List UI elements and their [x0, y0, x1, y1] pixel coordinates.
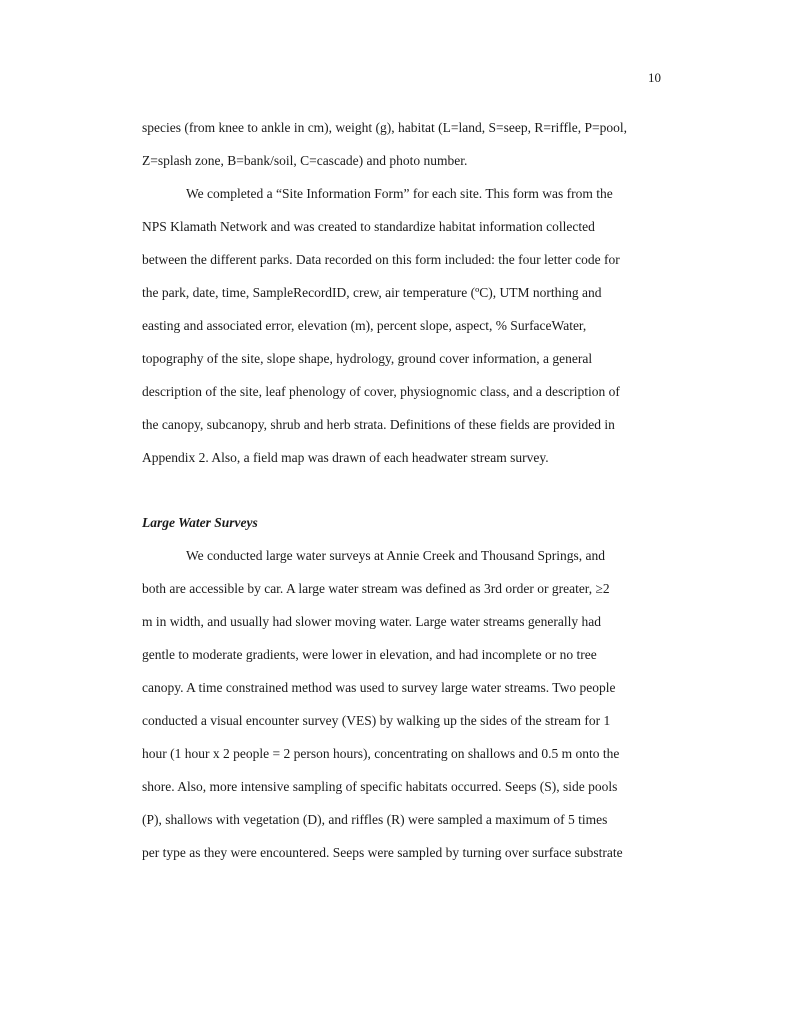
body-text-line: easting and associated error, elevation (m), percent slope, aspect, % SurfaceWater,	[142, 318, 587, 333]
body-text-line: hour (1 hour x 2 people = 2 person hours), concentrating on shallows and 0.5 m onto the	[142, 746, 620, 761]
body-text-line: m in width, and usually had slower moving water. Large water streams generally had	[142, 614, 601, 629]
body-text-line: conducted a visual encounter survey (VES) by walking up the sides of the stream for 1	[142, 713, 611, 728]
body-text-line: the park, date, time, SampleRecordID, crew, air temperature (ºC), UTM northing and	[142, 285, 602, 300]
body-text-line: We completed a “Site Information Form” for each site. This form was from the	[186, 186, 613, 201]
page-number: 10	[648, 70, 661, 85]
body-text-line: gentle to moderate gradients, were lower in elevation, and had incomplete or no tree	[142, 647, 597, 662]
body-text-line: We conducted large water surveys at Annie Creek and Thousand Springs, and	[186, 548, 606, 563]
body-text-line: canopy. A time constrained method was used to survey large water streams. Two people	[142, 680, 616, 695]
body-text-line: species (from knee to ankle in cm), weight (g), habitat (L=land, S=seep, R=riffle, P=pool,	[142, 120, 627, 135]
body-text-line: Appendix 2. Also, a field map was drawn of each headwater stream survey.	[142, 450, 549, 465]
body-text-line: per type as they were encountered. Seeps were sampled by turning over surface substrate	[142, 845, 623, 860]
body-text-line: topography of the site, slope shape, hydrology, ground cover information, a general	[142, 351, 593, 366]
body-text-line: shore. Also, more intensive sampling of specific habitats occurred. Seeps (S), side pools	[142, 779, 618, 794]
body-text-line: NPS Klamath Network and was created to standardize habitat information collected	[142, 219, 595, 234]
body-text-line: between the different parks. Data recorded on this form included: the four letter code for	[142, 252, 620, 267]
body-text-line: description of the site, leaf phenology of cover, physiognomic class, and a description of	[142, 384, 620, 399]
section-heading: Large Water Surveys	[142, 515, 258, 530]
body-text-line: the canopy, subcanopy, shrub and herb strata. Definitions of these fields are provided in	[142, 417, 615, 432]
body-text-line: Z=splash zone, B=bank/soil, C=cascade) and photo number.	[142, 153, 468, 168]
body-text-line: both are accessible by car. A large water stream was defined as 3rd order or greater, ≥2	[142, 581, 610, 596]
body-text-line: (P), shallows with vegetation (D), and riffles (R) were sampled a maximum of 5 times	[142, 812, 608, 827]
